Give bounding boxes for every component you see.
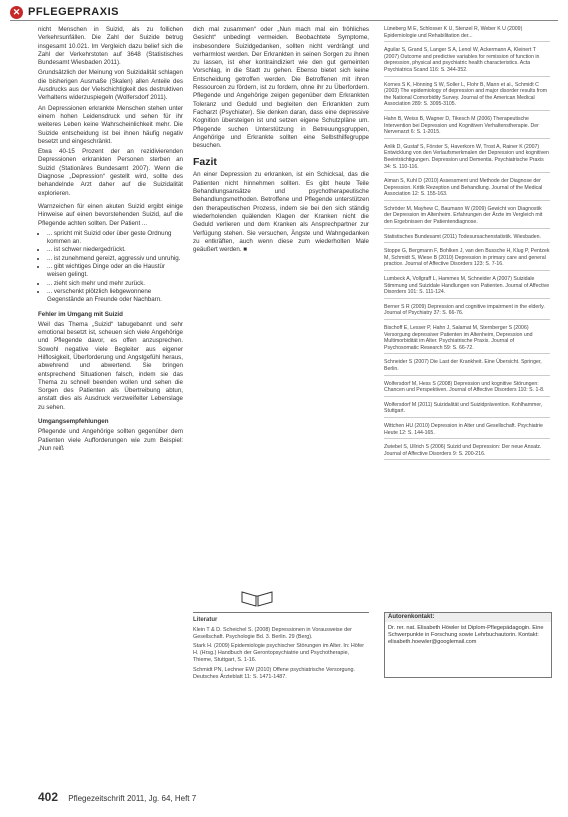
warning-list xyxy=(38,230,183,305)
paragraph: dich mal zusammen“ oder „Nun mach mal ein fröhliches Gesicht“ unbedingt vermeiden. Beobachtete Symptome, insbesondere Suizidgedanken, sollten nicht verdrängt und verharmlost werden. Der Erkrankten in seinen Sorgen zu ihnen zu lassen, ist eher kontraindiziert wie den gut gemeinten Vorschlag, in die Stadt zu gehen. Ebenso bietet sich keine Entscheidung getroffen werden. Die Betroffenen mit ihren Ressourcen zu fördern, ist zu fordern, ohne ihr zu Überfordern. Pflegende und Angehörige zeigen gegenüber dem Erkrankten Toleranz und Geduld und begleiten den Erkrankten zum Facharzt (Psychiater). Sie denken daran, dass eine depressive Kognition übersteigen ist und setzen eigene Schutzpläne um. Pflegende suchen Unterstützung in Betreuungsgruppen, Angehörige und Erkrankte sollten eine Selbsthilfegruppe besuchen. xyxy=(193,26,369,150)
literature-heading: Literatur xyxy=(193,617,218,623)
paragraph: Etwa 40-15 Prozent der an rezidivierenden Depressionen erkrankten Personen sterben an Suizid (Stationäres Bundesamt 2007). Wenn die Diagnose „Depression“ gestellt wird, sollte des behandelnde Arzt daher auf die Suizidalität explorieren. xyxy=(38,148,183,197)
paragraph: nicht Menschen in Suizid, als zu follichen Verkehrsunfällen. Die Zahl der Suizide betrug insgesamt 10.021. Im Vergleich dazu belief sich die Zahl der Verkehrstoten auf 3648 (Statistisches Bundesamt Wiesbaden 2011). xyxy=(38,26,183,67)
literature-entry: Klein T & D. Scheichel S. (2008) Depressionen in Vorausweise der Gesellschaft. Psychologie Bd. 3. Berlin. 29 (Berg). xyxy=(193,626,352,640)
fazit-heading: Fazit xyxy=(193,156,217,169)
author-heading: Autorenkontakt: xyxy=(385,613,551,622)
subheading: Umgangsempfehlungen xyxy=(38,418,109,426)
reference-entry: Lumbeck A, Vollgraff L, Hammes M, Schneider A (2007) Suizidale Stimmung und Suizidale Handlungen von Patienten. Journal of Affective Disorders 101: S. 111-124. xyxy=(384,276,550,299)
open-book-icon xyxy=(240,588,274,608)
column-2 xyxy=(193,26,369,256)
reference-entry: Aiman S, Kuhl D (2010) Assessment und Methode der Diagnose der Depression. Kritik Rezeption und Behandlung. Journal of the Medical Association 12: S. 155-163. xyxy=(384,178,550,201)
reference-entry: Berner S R (2009) Depression and cognitive impairment in the elderly. Journal of Psychiatry 37: S. 66-76. xyxy=(384,304,550,320)
list-item: • ... verschenkt plötzlich liebgewonnene Gegenstände an Freunde oder Nachbarn. xyxy=(47,288,183,305)
reference-entry: Schneider S (2007) Die Last der Krankheit. Eine Übersicht. Springer, Berlin. xyxy=(384,359,550,375)
reference-entry: Wittchen HU (2010) Depression in Alter und Gesellschaft. Psychiatrie Heute 12: S. 144-165. xyxy=(384,423,550,439)
list-intro: Warnzeichen für einen akuten Suizid ergibt einige Hinweise auf einen bevorstehenden Suizid, auf die Pflegende achten sollten. Der Patient ... xyxy=(38,202,183,227)
list-item: • ... ist zunehmend gereizt, aggressiv und unruhig. xyxy=(47,255,183,263)
author-body: Dr. rer. nat. Elisabeth Höwler ist Diplom-Pflegepädagogin. Eine Schwerpunkte in Forschung sowie Lehrbuchautorin. Kontakt: elisabeth.hoewler@googlemail.com xyxy=(388,625,544,645)
list-item: • ... gibt wichtiges Dinge oder an die Haustür weisen gelingt. xyxy=(47,263,183,280)
page-header xyxy=(10,6,558,21)
reference-entry: Bischoff E, Lesser P, Hahn J, Salamat M, Sternberger S (2006) Versorgung depressiver Patienten im Altenheim, Depression und Multimorbidität im Alter. Psychiatrische Praxis. Journal of Psychosomatic Research 59: S. 66-72. xyxy=(384,325,550,354)
reference-entry: Statistisches Bundesamt (2011) Todesursachenstatistik. Wiesbaden. xyxy=(384,234,550,244)
reference-entry: Wolfersdorf M, Hess S (2008) Depression und kognitive Störungen: Chancen und Perspektiven. Journal of Affective Disorders 110: S. 1-8. xyxy=(384,381,550,397)
list-item: • ... ist schwer niedergedrückt. xyxy=(47,246,183,254)
page-footer xyxy=(38,790,558,804)
references-column xyxy=(384,26,550,465)
list-item: • ... spricht mit Suizid oder über geste Ordnung kommen an. xyxy=(47,230,183,247)
reference-entry: Wolfersdorf M (2011) Suizidalität und Suizidprävention. Kohlhammer, Stuttgart. xyxy=(384,402,550,418)
subheading: Fehler im Umgang mit Suizid xyxy=(38,310,123,318)
literature-entry: Schmidt PN, Lechner EW (2010) Offene psychiatrische Versorgung. Deutsches Ärzteblatt 11: S. 1471-1487. xyxy=(193,666,355,680)
list-item: • ... zieht sich mehr und mehr zurück. xyxy=(47,280,183,288)
fazit-paragraph: An einer Depression zu erkranken, ist ein Schicksal, das die Patienten nicht hinnehmen sollten. Es gibt heute Teile Behandlungsansätze und psychotherapeutische Behandlungsmethoden. Betroffene und Pflegende unterstützen den therapeutischen Prozess, indem sie bei den sich ständig wiederholenden quälenden Klagen der Kranken nicht die Geduld verlieren und dem Kranken als Ansprechpartner zur Verfügung stehen. Sie versuchen, Ängste und Wahngedanken zu entkräften, auch wenn diese zum wiederholten Male geäußert werden. ■ xyxy=(193,171,369,254)
reference-entry: Hahn B, Weiss B, Wagner D, Tikesch M (2006) Therapeutische Intervention bei Depression und Kognitiven Verhaltenstherapie. Der Nervenarzt 6: S. 1-2015. xyxy=(384,116,550,139)
author-contact-box xyxy=(384,612,552,678)
reference-entry: Anlik D, Gustaf S, Förster S, Haverkorn W, Trost A, Rainer K (2007) Entwicklung von den Verlaufsmerkmalen der Depression und kognitiven Beeinträchtigungen. Depression und Dementia. Psychiatrische Praxis 34: S. 110-116. xyxy=(384,144,550,173)
paragraph: An Depressionen erkrankte Menschen stehen unter einem hohen Leidensdruck und sehen für ihr weiteres Leben keine Wahrscheinlichkeit mehr. Die Suizide entscheidung ist bei ihnen häufig negativ besetzt und eingeschränkt. xyxy=(38,104,183,145)
reference-entry: Zwiebel S, Ullrich S (2006) Suizid und Depression: Der neue Ansatz. Journal of Affective Disorders 9: S. 200-216. xyxy=(384,444,550,460)
paragraph: Pflegende und Angehörige sollten gegenüber dem Patienten viele Aufforderungen wie zum Beispiel: „Nun reiß xyxy=(38,428,183,452)
x-logo-icon: ✕ xyxy=(10,6,23,19)
column-1 xyxy=(38,26,183,455)
literature-entry: Stark H. (2009) Epidemiologie psychischer Störungen im Alter. In: Höfer H. (Hrsg.) Handbuch der Gerontopsychiatrie und Psychotherapie, Thieme, Stuttgart, S. 1-16. xyxy=(193,643,365,663)
paragraph: Weil das Thema „Suizid“ tabugebannt und sehr emotional besetzt ist, scheuen sich viele Angehörige und Pflegende davor, es offen anzusprechen. Sowohl negative viele Begleiter aus eigener Hilflosigkeit, Überforderung und Angstgefühl heraus, abwehrend und abwertend. Sie bringen entsprechend Situationen falsch, indem sie das Thema zu schnell beenden wollen und sehen die Sorgen des Patienten als Übertreibung abtun, anstatt dies als Ausdruck verzweifelter Lebenslage zu sehen. xyxy=(38,320,183,411)
paragraph: Grundsätzlich der Meinung von Suizidalität schlagen die bisherigen Ausmaße (Skalen) allen Anteile des Ausdrucks aus der Vielschichtigkeit des destruktiven Verhaltens widerzuspiegeln (Wolfersdorf 2011). xyxy=(38,69,183,102)
section-title: PFLEGEPRAXIS xyxy=(28,6,119,18)
reference-entry: Stoppe G, Bergmann F, Bohlken J, van den Bussche H, Klug P, Pentzek M, Schmidt S, Wiese B (2010) Depression in primary care and general practice. Journal of Affective Disorders 123: S. 7-16. xyxy=(384,248,550,271)
reference-entry: Schröder M, Mayhew C, Baumann W (2009) Gewicht von Diagnostik der Depression im Altenheim. Erfahrungen der Ärzte im Vergleich mit den Ergebnissen der Patientendiagnose. xyxy=(384,206,550,229)
reference-entry: Aguilar S, Grand S, Langer S A, Lenol W, Ackermann A, Kleinert T (2007) Outcome and predictive variables for remission of function in depression, physical and psychiatric health characteristics. Acta Psychiatrica Scand 116: S. 344-352. xyxy=(384,47,550,76)
reference-entry: Kornes S K, Hönning S W, Soller L, Flohr B, Mann et al., Schmidt C (2003) The epidemiology of depression and major disorder results from the National Comorbidity Survey. Journal of the American Medical Association 289: S. 3095-3105. xyxy=(384,82,550,111)
page-number: 402 xyxy=(38,790,59,804)
journal-citation: Pflegezeitschrift 2011, Jg. 64, Heft 7 xyxy=(68,794,197,803)
reference-entry: Lüneberg M E, Schlosser K U, Stenzel R, Weber K U (2009) Epidemiologie und Rehabilitation der... xyxy=(384,26,550,42)
literature-box xyxy=(193,612,369,697)
